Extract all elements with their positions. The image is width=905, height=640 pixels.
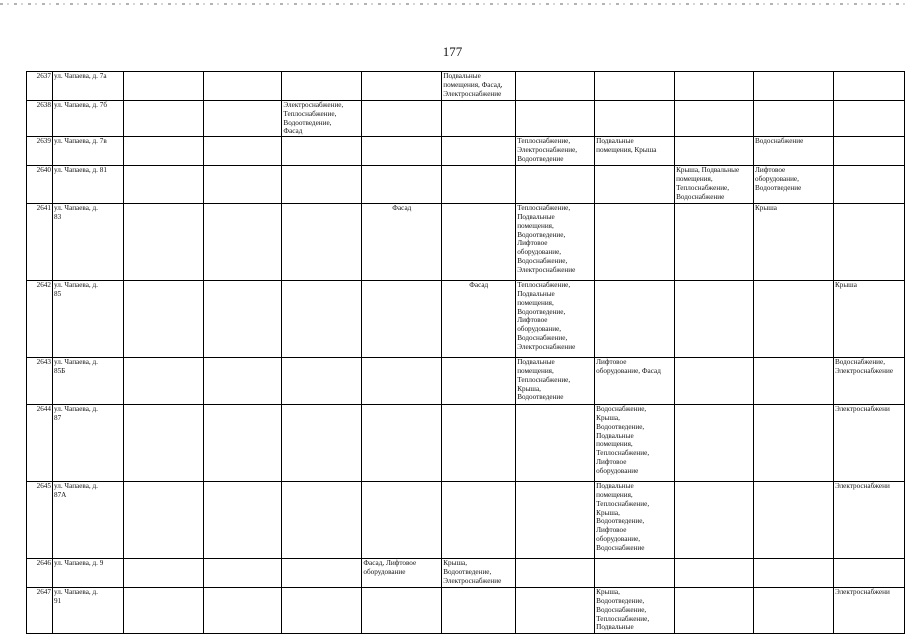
work-type-cell: Крыша, Подвальные помещения, Теплоснабжение, Водоснабжение xyxy=(675,166,754,204)
address-cell: ул. Чапаева, д. 85Б xyxy=(52,358,123,405)
work-type-cell xyxy=(123,559,203,588)
work-type-cell xyxy=(442,137,516,166)
work-type-cell xyxy=(595,281,675,358)
work-type-cell xyxy=(595,166,675,204)
work-type-cell xyxy=(675,281,754,358)
row-number: 2647 xyxy=(27,588,53,634)
work-type-cell: Лифтовое оборудование, Фасад xyxy=(595,358,675,405)
row-number: 2638 xyxy=(27,101,53,137)
work-type-cell xyxy=(675,204,754,281)
work-type-cell: Теплоснабжение, Подвальные помещения, Водоотведение, Лифтовое оборудование, Водоснабжение, Электроснабжение xyxy=(516,204,595,281)
work-type-cell xyxy=(123,137,203,166)
work-type-cell xyxy=(362,482,442,559)
work-type-cell xyxy=(203,358,282,405)
work-type-cell: Фасад xyxy=(362,204,442,281)
address-cell: ул. Чапаева, д. 9 xyxy=(52,559,123,588)
address-cell: ул. Чапаева, д. 83 xyxy=(52,204,123,281)
work-type-cell xyxy=(203,559,282,588)
work-type-cell xyxy=(282,72,362,101)
work-type-cell xyxy=(203,72,282,101)
work-type-cell xyxy=(123,482,203,559)
work-type-cell xyxy=(442,588,516,634)
work-type-cell: Подвальные помещения, Теплоснабжение, Крыша, Водоотведение xyxy=(516,358,595,405)
work-type-cell xyxy=(442,204,516,281)
work-type-cell xyxy=(362,137,442,166)
work-type-cell xyxy=(282,405,362,482)
address-cell: ул. Чапаева, д. 91 xyxy=(52,588,123,634)
work-type-cell xyxy=(442,482,516,559)
work-type-cell xyxy=(754,101,834,137)
table-row xyxy=(27,358,905,405)
row-number: 2646 xyxy=(27,559,53,588)
address-cell: ул. Чапаева, д. 7б xyxy=(52,101,123,137)
work-type-cell xyxy=(675,72,754,101)
work-type-cell xyxy=(675,358,754,405)
work-type-cell xyxy=(123,281,203,358)
work-type-cell xyxy=(516,559,595,588)
work-type-cell xyxy=(282,204,362,281)
row-number: 2641 xyxy=(27,204,53,281)
work-type-cell: Лифтовое оборудование, Водоотведение xyxy=(754,166,834,204)
table-row xyxy=(27,204,905,281)
work-type-cell xyxy=(833,137,904,166)
work-type-cell: Крыша xyxy=(833,281,904,358)
work-type-cell: Подвальные помещения, Крыша xyxy=(595,137,675,166)
work-type-cell xyxy=(362,166,442,204)
work-type-cell: Фасад, Лифтовое оборудование xyxy=(362,559,442,588)
work-type-cell xyxy=(203,101,282,137)
work-type-cell xyxy=(754,358,834,405)
table-row xyxy=(27,137,905,166)
work-type-cell xyxy=(282,482,362,559)
work-type-cell xyxy=(516,72,595,101)
address-cell: ул. Чапаева, д. 85 xyxy=(52,281,123,358)
table-row xyxy=(27,72,905,101)
work-type-cell xyxy=(123,405,203,482)
work-type-cell: Подвальные помещения, Теплоснабжение, Крыша, Водоотведение, Лифтовое оборудование, Водоснабжение xyxy=(595,482,675,559)
work-type-cell xyxy=(833,101,904,137)
row-number: 2637 xyxy=(27,72,53,101)
work-type-cell: Электроснабжение, Теплоснабжение, Водоотведение, Фасад xyxy=(282,101,362,137)
table-row xyxy=(27,405,905,482)
table-row xyxy=(27,559,905,588)
work-type-cell xyxy=(516,588,595,634)
work-type-cell: Крыша xyxy=(754,204,834,281)
work-type-cell xyxy=(442,358,516,405)
work-type-cell: Водоснабжение xyxy=(754,137,834,166)
work-type-cell xyxy=(595,72,675,101)
address-cell: ул. Чапаева, д. 81 xyxy=(52,166,123,204)
work-type-cell: Крыша, Водоотведение, Электроснабжение xyxy=(442,559,516,588)
work-type-cell xyxy=(203,166,282,204)
work-type-cell xyxy=(442,101,516,137)
work-type-cell xyxy=(833,166,904,204)
address-cell: ул. Чапаева, д. 7в xyxy=(52,137,123,166)
work-type-cell xyxy=(203,588,282,634)
work-type-cell xyxy=(203,482,282,559)
work-type-cell xyxy=(203,204,282,281)
table-row xyxy=(27,166,905,204)
work-type-cell xyxy=(123,358,203,405)
work-type-cell: Электроснабжени xyxy=(833,588,904,634)
address-cell: ул. Чапаева, д. 87А xyxy=(52,482,123,559)
work-type-cell xyxy=(442,166,516,204)
table-row xyxy=(27,101,905,137)
work-type-cell xyxy=(282,166,362,204)
work-type-cell xyxy=(516,482,595,559)
work-type-cell xyxy=(362,281,442,358)
work-type-cell xyxy=(675,559,754,588)
work-type-cell xyxy=(516,405,595,482)
row-number: 2643 xyxy=(27,358,53,405)
work-type-cell xyxy=(123,204,203,281)
work-type-cell xyxy=(362,101,442,137)
address-cell: ул. Чапаева, д. 87 xyxy=(52,405,123,482)
work-type-cell xyxy=(595,101,675,137)
work-type-cell xyxy=(362,72,442,101)
work-type-cell xyxy=(754,588,834,634)
work-type-cell xyxy=(833,72,904,101)
work-type-cell xyxy=(675,588,754,634)
work-type-cell xyxy=(362,405,442,482)
work-type-cell xyxy=(203,405,282,482)
work-type-cell xyxy=(833,204,904,281)
work-type-cell: Теплоснабжение, Подвальные помещения, Водоотведение, Лифтовое оборудование, Водоснабжение, Электроснабжение xyxy=(516,281,595,358)
work-type-cell xyxy=(516,101,595,137)
work-type-cell: Теплоснабжение, Электроснабжение, Водоотведение xyxy=(516,137,595,166)
work-type-cell: Подвальные помещения, Фасад, Электроснабжение xyxy=(442,72,516,101)
work-type-cell: Крыша, Водоотведение, Водоснабжение, Теплоснабжение, Подвальные xyxy=(595,588,675,634)
work-type-cell xyxy=(362,588,442,634)
row-number: 2640 xyxy=(27,166,53,204)
row-number: 2645 xyxy=(27,482,53,559)
work-type-cell xyxy=(675,405,754,482)
work-type-cell xyxy=(833,559,904,588)
work-type-cell xyxy=(754,72,834,101)
work-type-cell xyxy=(754,559,834,588)
work-type-cell xyxy=(754,281,834,358)
table-row xyxy=(27,588,905,634)
row-number: 2642 xyxy=(27,281,53,358)
work-type-cell xyxy=(675,101,754,137)
work-type-cell xyxy=(123,72,203,101)
table-row xyxy=(27,281,905,358)
work-type-cell xyxy=(203,281,282,358)
work-type-cell: Электроснабжени xyxy=(833,405,904,482)
row-number: 2644 xyxy=(27,405,53,482)
work-type-cell xyxy=(754,482,834,559)
work-type-cell xyxy=(595,204,675,281)
work-type-cell: Электроснабжени xyxy=(833,482,904,559)
page-number: 177 xyxy=(442,44,463,59)
work-type-cell xyxy=(595,559,675,588)
work-type-cell xyxy=(362,358,442,405)
repair-schedule-table xyxy=(26,71,905,634)
work-type-cell xyxy=(123,101,203,137)
address-cell: ул. Чапаева, д. 7а xyxy=(52,72,123,101)
work-type-cell xyxy=(282,358,362,405)
table-row xyxy=(27,482,905,559)
work-type-cell xyxy=(282,559,362,588)
scan-edge-artifact xyxy=(0,3,905,5)
work-type-cell xyxy=(203,137,282,166)
work-type-cell xyxy=(442,405,516,482)
work-type-cell xyxy=(123,588,203,634)
work-type-cell xyxy=(675,137,754,166)
work-type-cell xyxy=(282,588,362,634)
work-type-cell xyxy=(675,482,754,559)
work-type-cell: Водоснабжение, Электроснабжение xyxy=(833,358,904,405)
work-type-cell xyxy=(282,281,362,358)
work-type-cell: Водоснабжение, Крыша, Водоотведение, Подвальные помещения, Теплоснабжение, Лифтовое оборудование xyxy=(595,405,675,482)
work-type-cell: Фасад xyxy=(442,281,516,358)
work-type-cell xyxy=(516,166,595,204)
row-number: 2639 xyxy=(27,137,53,166)
work-type-cell xyxy=(754,405,834,482)
work-type-cell xyxy=(282,137,362,166)
work-type-cell xyxy=(123,166,203,204)
